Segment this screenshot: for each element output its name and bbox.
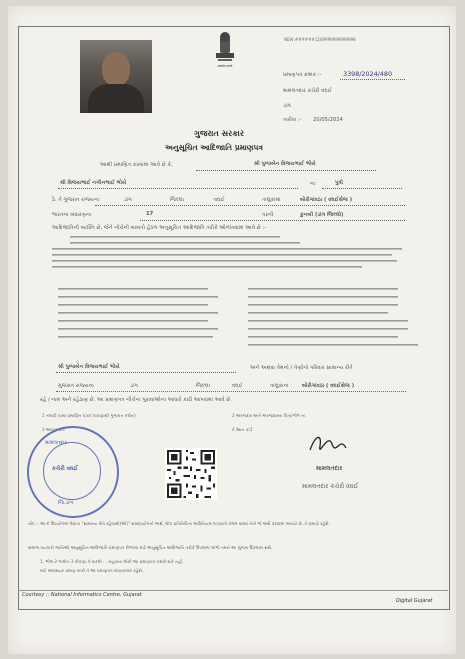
residence-taluka-label: તાલુકાના: [270, 383, 289, 389]
proof-item-1: 1 તલાટી પાસા પ્રમાણિત પત્રક (પરાણાથી ગુજરાત કરીન): [42, 413, 136, 418]
footnote: નોંધ :- આતી ઉપયોગમાં લેવાતા "સામાન્ય રીતે રહેવાસી(ઓ)" શબ્દપ્રયોગનો અર્થ, લોક પ્રતિનિધિત્વ અધિનિયમ,૧૯૫૦ની કલમ ૨૦માં તેનો જે અર્થ કરવામાં આવ્યો છે, તે પ્રમાણે રહેશે.: [28, 521, 330, 526]
proof-item-2: 2 અરજદાર અને અરજદારના પિતા/ગોળ ના: [232, 413, 306, 418]
photo-shirt: [88, 84, 144, 113]
certificate-title: અનુસૂચિત આદિજાતિ પ્રમાણપત્ર: [165, 143, 264, 152]
father-name: શ્રી વિજયભાઈ નગીનભાઈ ભોયે: [60, 180, 127, 186]
footer-note-2: 1. ભીલ 2 ગામીત 3 કોંકણા 4 વારલી ... બહારના લોકો આ પ્રમાણપત્ર ધરાવી શકે નહીં.: [40, 559, 184, 564]
seal-bottom-text: જિ.ડાંગ: [58, 500, 74, 506]
member-suffix: અને અથવા તેમનો / તેણીનો પરિવાર સામાન્ય રીતે: [250, 365, 353, 371]
seal-outer-text: મામલતદાર: [45, 440, 67, 446]
footer-note-1: સમાજ વ્યાપારી જાતિઓ અનુસૂચિત આદિજાતિ પ્રમાણપત્ર મેળવવા માટે અનુસૂચિત આદિજાતિ તરીકે ઉપલબ્ધ લાભો તમને આ મુજબ ઉપલબ્ધ થશે.: [28, 545, 273, 550]
proof-item-4: 4 રેશન કાર્ડ: [232, 427, 253, 432]
digital-gujarat-text: Digital Gujarat: [396, 598, 433, 604]
applicant-photo: [80, 40, 152, 113]
footer-note-3: માટે આવશ્યક પ્રમાણ રાખી તે આ પ્રમાણપત્ર બંધનકારક રહેશે.: [40, 568, 144, 573]
header-district: ડાંગ: [283, 103, 291, 109]
residence-state: ગુજરાત રાજ્યના: [58, 383, 94, 389]
taluka-value: વઘઈ: [214, 197, 225, 203]
svg-text:सत्यमेव जयते: सत्यमेव जयते: [217, 64, 233, 68]
date-label: તારીખ :-: [283, 117, 302, 123]
applicant-name: શ્રી પુષ્પાબેન વિજયભાઈ ભોયે: [254, 161, 316, 167]
tribe-value: કુનબી (ડાંગ જિલ્લો): [300, 212, 344, 218]
taluka-label: તાલુકામાં: [262, 197, 281, 203]
serial-number: NEW ######1269999999999998: [284, 37, 356, 42]
order-amendments-list: [58, 286, 428, 348]
order-prefix: ભારતના બંધારણના: [52, 212, 92, 218]
relation-label: ના: [310, 181, 316, 187]
residence-district-label: જિલ્લા: [196, 383, 210, 389]
district-value: ડાંગ: [124, 197, 132, 203]
signature-office: મામલતદાર કચેરી વઘઈ: [302, 483, 359, 490]
gov-title: ગુજરાત સરકાર: [194, 129, 244, 138]
member-name: શ્રી પુષ્પાબેન વિજયભાઈ ભોયે: [58, 364, 120, 370]
proof-item-3: 3 આધાર કાર્ડ: [42, 427, 65, 432]
tribe-description: આદિજાતિની વ્યક્તિ છે, જેને નીચેની બાબતો હેઠળ અનુસૂચિત આદિજાતિ તરીકે ઓળખવામાં આવે છે :-: [52, 225, 267, 231]
courtesy-text: Courtesy :: National Informatics Centre, Gujarat: [22, 592, 142, 598]
certify-prefix: આથી પ્રમાણિત કરવામાં આવે છે કે,: [100, 162, 173, 168]
date-value: 20/05/2024: [313, 117, 343, 123]
signature-title: મામલતદાર: [316, 465, 343, 472]
residence-district: ડાંગ: [130, 383, 138, 389]
residence-village: બોરીગાંવઠા ( વઘઈસેજ ): [302, 383, 355, 389]
district-label: જિલ્લા: [170, 197, 184, 203]
basis-line: રહે / નામ અને રહેઠાણ છે. આ પ્રમાણપત્ર નીચેના પુરાવાઓના આધારે કાઢી આપવામાં આવે છે.: [40, 397, 232, 403]
cert-no-value: 3398/2024/480: [343, 70, 393, 78]
order-number: 17: [146, 211, 154, 217]
office-name: મામલતદાર કચેરી વઘઈ: [283, 88, 332, 94]
residence-taluka: વઘઈ: [232, 383, 243, 389]
photo-face: [102, 52, 130, 86]
relation-value: પુત્રી: [335, 180, 344, 186]
signature-mark-icon: [306, 428, 350, 458]
qr-code[interactable]: [165, 448, 217, 500]
tribe-label: પરની: [262, 212, 274, 218]
seal-center-text: કચેરી વઘઈ: [52, 466, 78, 472]
state-prefix: ઠે. તે ગુજરાત રાજ્યના: [52, 197, 100, 203]
cert-no-label: પ્રમાણપત્ર ક્રમાંક :-: [283, 72, 322, 78]
national-emblem-icon: [210, 31, 240, 69]
village-value: બોરીગાંવઠા ( વઘઈસેજ ): [300, 197, 353, 203]
schedule-order-list: [52, 234, 422, 274]
